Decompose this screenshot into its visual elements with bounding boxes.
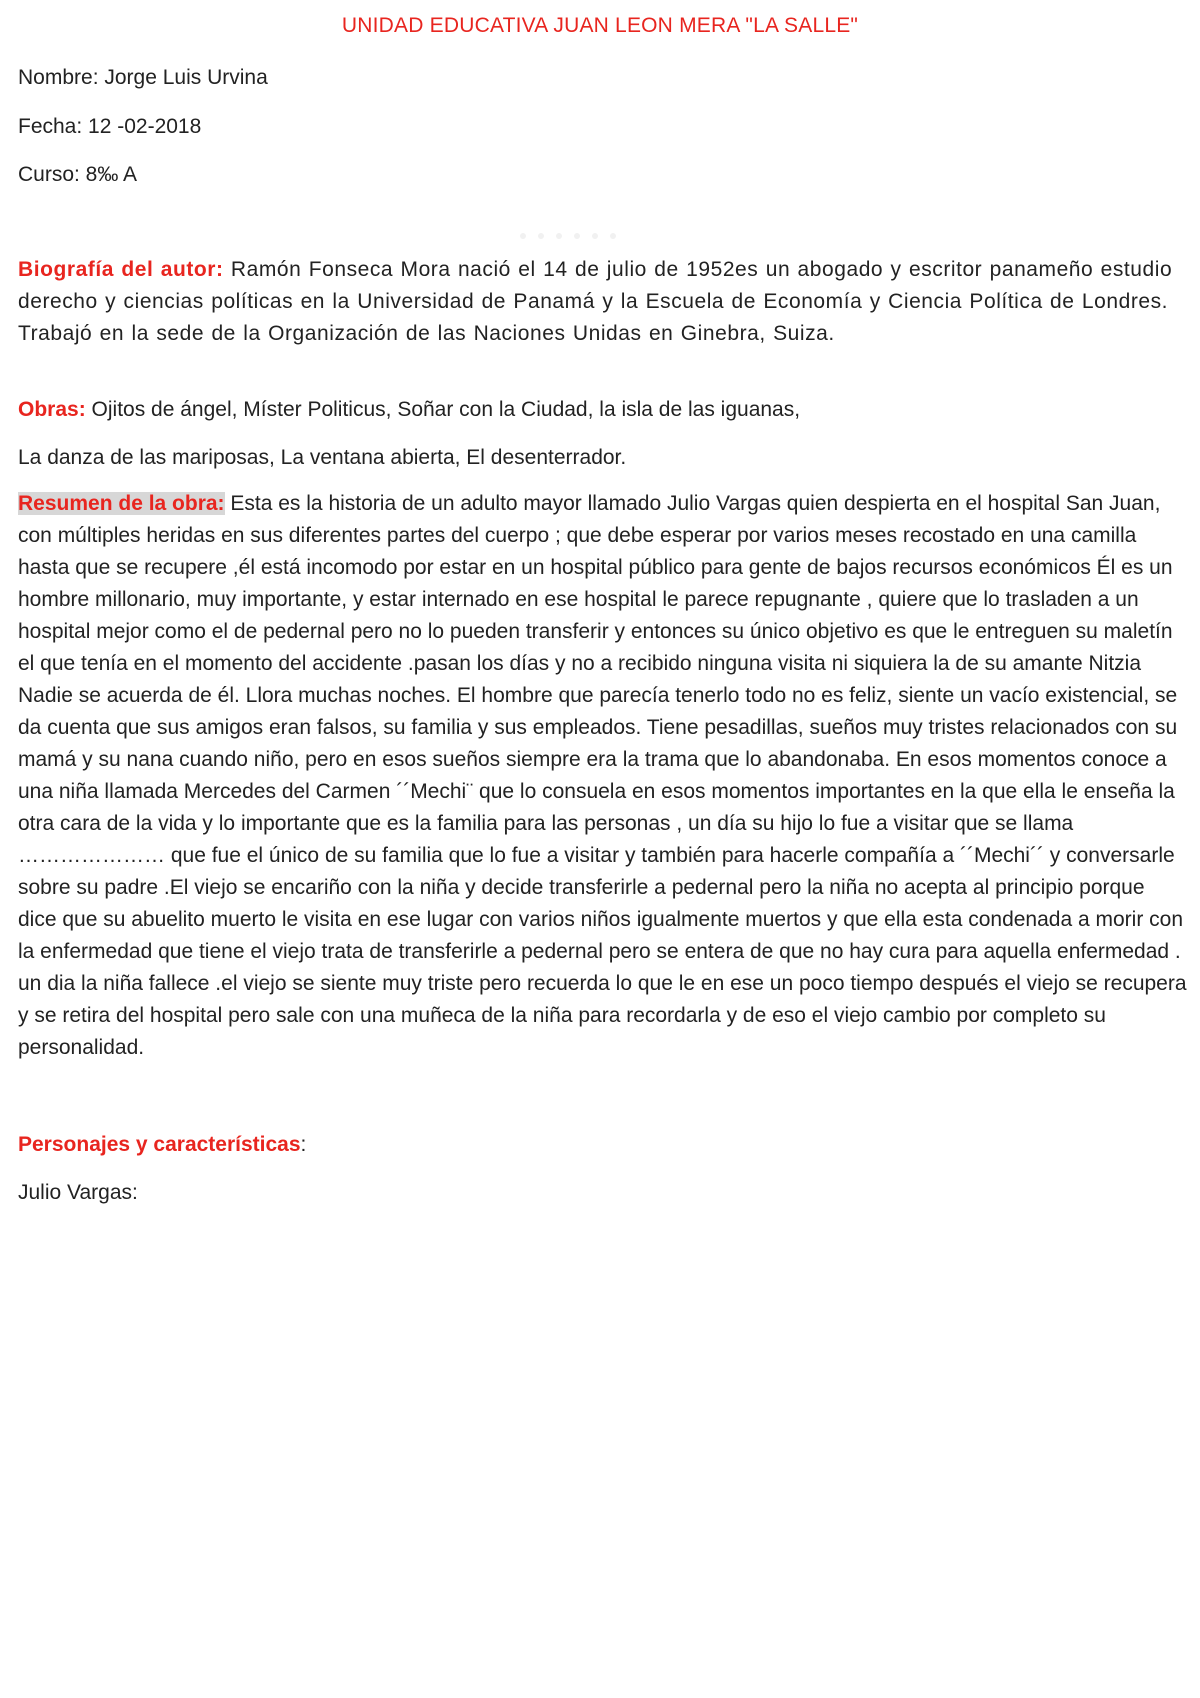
works-text-1: Ojitos de ángel, Míster Politicus, Soñar con la Ciudad, la isla de las iguanas, [85, 398, 801, 421]
biography-text: Ramón Fonseca Mora nació el 14 de julio de 1952es un abogado y escritor panameño estudio derecho y ciencias políticas en la Universidad de Panamá y la Escuela de Economía y Ciencia Política de Londres. Trabajó en la sede de la Organización de las Naciones Unidas en Ginebra, Suiza. [18, 258, 1173, 345]
date-line: Fecha: 12 -02-2018 [18, 115, 202, 138]
course-line: Curso: 8‰ A [18, 163, 138, 186]
school-title: UNIDAD EDUCATIVA JUAN LEON MERA "LA SALLE" [341, 14, 859, 37]
characters-heading [18, 1133, 306, 1157]
summary-paragraph [18, 488, 1188, 1064]
characters-colon: : [300, 1133, 307, 1156]
faint-decoration [520, 226, 660, 236]
summary-text: Esta es la historia de un adulto mayor llamado Julio Vargas quien despierta en el hospital San Juan, con múltiples heridas en sus diferentes partes del cuerpo ; que debe esperar por varios meses recostado en una camilla hasta que se recupere ,él está incomodo por estar en un hospital público para gente de bajos recursos económicos Él es un hombre millonario, muy importante, y estar internado en ese hospital le parece repugnante , quiere que lo trasladen a un hospital mejor como el de pedernal pero no lo pueden transferir y entonces su único objetivo es que le entreguen su maletín el que tenía en el momento del accidente .pasan los días y no a recibido ninguna visita ni siquiera la de su amante Nitzia Nadie se acuerda de él. Llora muchas noches. El hombre que parecía tenerlo todo no es feliz, siente un vacío existencial, se da cuenta que sus amigos eran falsos, su familia y sus empleados. Tiene pesadillas, sueños muy tristes relacionados con su mamá y su nana cuando niño, pero en esos sueños siempre era la trama que lo abandonaba. En esos momentos conoce a una niña llamada Mercedes del Carmen ´´Mechi¨ que lo consuela en esos momentos importantes en la que ella le enseña la otra cara de la vida y lo importante que es la familia para las personas , un día su hijo lo fue a visitar que se llama ………………… que fue el único de su familia que lo fue a visitar y también para hacerle compañía a ´´Mechi´´ y conversarle sobre su padre .El viejo se encariño con la niña y decide transferirle a pedernal pero la niña no acepta al principio porque dice que su abuelito muerto le visita en ese lugar con varios niños igualmente muertos y que ella esta condenada a morir con la enfermedad que tiene el viejo trata de transferirle a pedernal pero se entera de que no hay cura para aquella enfermedad . un dia la niña fallece .el viejo se siente muy triste pero recuerda lo que le en ese un poco tiempo después el viejo se recupera y se retira del hospital pero sale con una muñeca de la niña para recordarla y de eso el viejo cambio por completo su personalidad. [18, 492, 1187, 1059]
biography-paragraph [18, 254, 1188, 350]
student-name: Nombre: Jorge Luis Urvina [18, 66, 268, 89]
summary-label: Resumen de la obra: [18, 492, 225, 515]
works-label: Obras: [18, 398, 86, 421]
characters-label: Personajes y características [18, 1133, 301, 1156]
character-julio-vargas: Julio Vargas: [18, 1181, 138, 1204]
works-line-2: La danza de las mariposas, La ventana abierta, El desenterrador. [18, 446, 627, 469]
biography-label: Biografía del autor: [18, 258, 224, 281]
works-line-1 [18, 398, 800, 422]
